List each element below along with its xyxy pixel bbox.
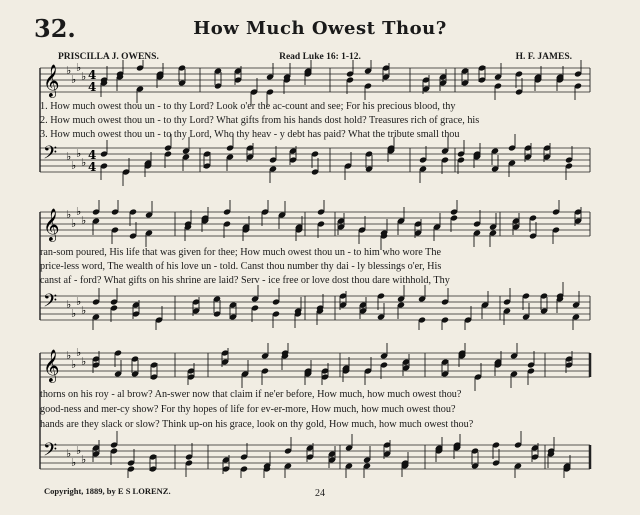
- svg-text:4: 4: [88, 68, 97, 82]
- svg-text:♭: ♭: [71, 456, 77, 469]
- svg-text:♭: ♭: [81, 70, 87, 83]
- svg-text:𝄢: 𝄢: [43, 291, 58, 316]
- svg-text:♭: ♭: [71, 358, 77, 371]
- svg-text:♭: ♭: [71, 159, 77, 172]
- composer-credit: H. F. JAMES.: [515, 52, 572, 62]
- svg-text:♭: ♭: [81, 304, 87, 317]
- svg-text:♭: ♭: [66, 349, 72, 362]
- page-number: 24: [315, 488, 325, 499]
- svg-text:𝄞: 𝄞: [43, 64, 60, 97]
- svg-text:♭: ♭: [81, 214, 87, 227]
- system-3-lyric-line-3: hands are they slack or slow? Think up-on his grace, look on thy gold, How much, how much owest thou?: [40, 419, 474, 430]
- svg-text:♭: ♭: [76, 295, 82, 308]
- svg-text:♭: ♭: [81, 355, 87, 368]
- svg-text:♭: ♭: [76, 61, 82, 74]
- copyright-notice: Copyright, 1889, by E S LORENZ.: [44, 486, 171, 496]
- svg-text:♭: ♭: [76, 346, 82, 359]
- lyricist-credit: PRISCILLA J. OWENS.: [58, 52, 159, 62]
- svg-text:♭: ♭: [66, 298, 72, 311]
- svg-text:𝄞: 𝄞: [43, 208, 60, 241]
- hymn-number: 32.: [34, 14, 76, 43]
- svg-text:♭: ♭: [76, 147, 82, 160]
- svg-text:♭: ♭: [66, 447, 72, 460]
- svg-text:4: 4: [88, 80, 97, 94]
- svg-text:♭: ♭: [66, 64, 72, 77]
- svg-text:𝄢: 𝄢: [43, 143, 58, 168]
- hymn-title: How Much Owest Thou?: [193, 18, 447, 39]
- system-2-lyric-line-2: price-less word, The wealth of his love un - told. Canst thou number thy dai - ly blessings o'er, His: [40, 261, 442, 272]
- system-1-lyric-line-3: 3. How much owest thou un - to thy Lord, Who thy heav - y debt has paid? What the tribute small thou: [40, 129, 460, 140]
- svg-text:♭: ♭: [66, 208, 72, 221]
- svg-text:♭: ♭: [81, 453, 87, 466]
- system-1-lyric-line-1: 1. How much owest thou un - to thy Lord? Look o'er the ac-count and see; For his precious blood, thy: [40, 101, 456, 112]
- system-2-lyric-line-3: canst af - ford? What gifts on his shrine are laid? Serv - ice free or love dost thou dare withhold, Thy: [40, 275, 450, 286]
- svg-text:♭: ♭: [71, 73, 77, 86]
- system-3-lyric-line-2: good-ness and mer-cy show? For thy hopes of life for ev-er-more, How much, how much owest thou?: [40, 404, 456, 415]
- system-2-lyric-line-1: ran-som poured, His life that was given for thee; How much owest thou un - to him who wore The: [40, 247, 442, 258]
- svg-text:♭: ♭: [66, 150, 72, 163]
- svg-text:4: 4: [88, 148, 97, 162]
- svg-text:4: 4: [88, 160, 97, 174]
- svg-text:♭: ♭: [76, 444, 82, 457]
- svg-text:♭: ♭: [71, 217, 77, 230]
- scripture-reference: Read Luke 16: 1-12.: [279, 52, 361, 62]
- svg-text:♭: ♭: [81, 156, 87, 169]
- svg-text:𝄞: 𝄞: [43, 349, 60, 382]
- system-1-lyric-line-2: 2. How much owest thou un - to thy Lord? What gifts from his hands dost hold? Treasures rich of grace, his: [40, 115, 480, 126]
- system-3-lyric-line-1: thorns on his roy - al brow? An-swer now that claim if ne'er before, How much, how much owest thou?: [40, 389, 462, 400]
- svg-text:♭: ♭: [76, 205, 82, 218]
- svg-text:𝄢: 𝄢: [43, 440, 58, 465]
- svg-text:♭: ♭: [71, 307, 77, 320]
